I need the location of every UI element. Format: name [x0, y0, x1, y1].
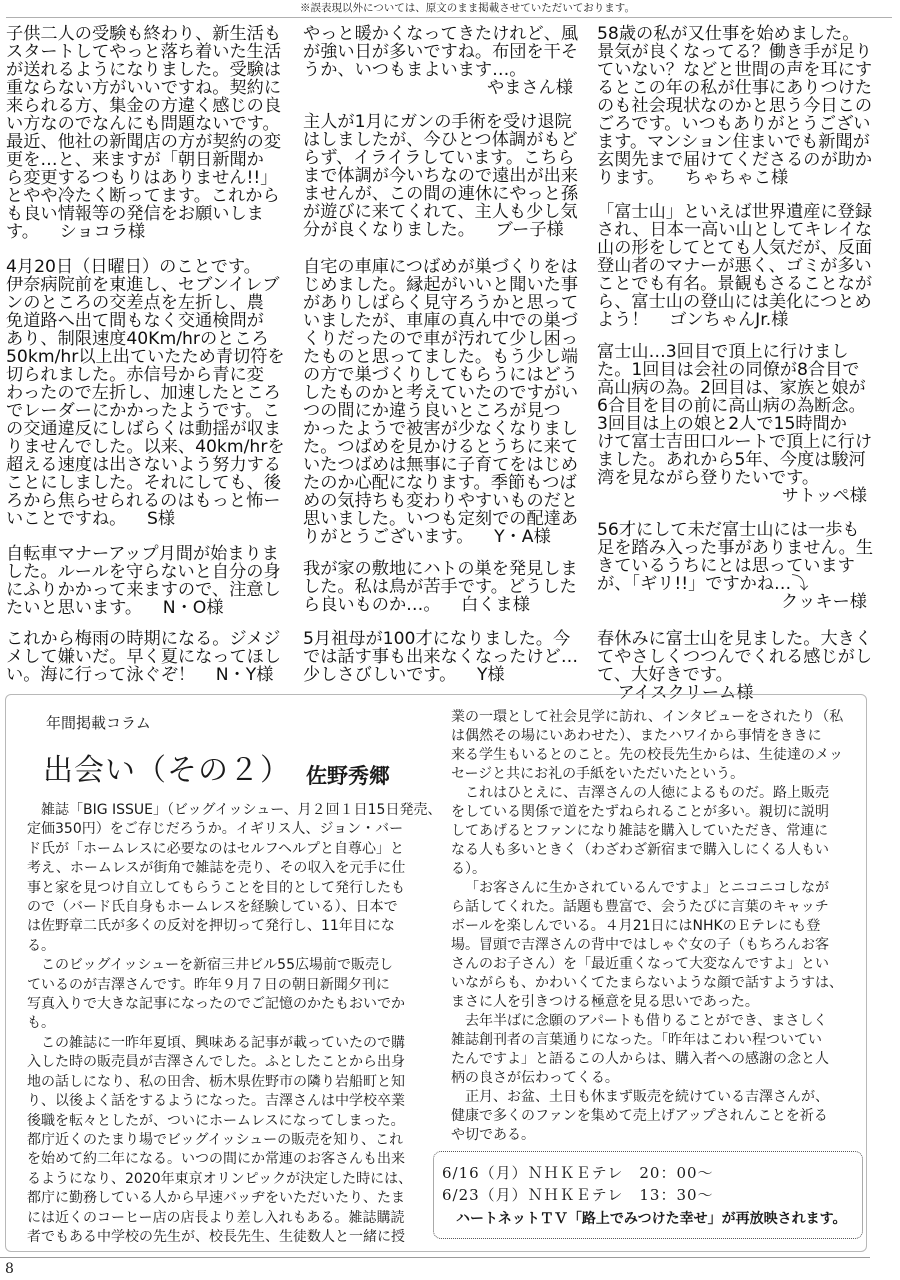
letter-signature: アイスクリーム様	[617, 683, 754, 703]
letter-signature: ショコラ様	[59, 222, 146, 242]
letter-signature: N・O様	[162, 598, 224, 618]
reader-letter	[597, 203, 879, 329]
letter-text: 5月祖母が100才になりました。今 では話す事も出来なくなったけど… 少しさびしいです。	[303, 629, 579, 685]
paragraph: この雑誌に一昨年夏頃、興味ある記事が載っていたので購 入した時の販売員が吉澤さんでした。ふとしたことから出身 地の話しになり、私の田舎、栃木県佐野市の隣り岩船町と知 り、以後よく話をするようになった。吉澤さんは中学校卒業 後職を転々としたが、ついにホームレスになってしまった。 都庁近くのたまり場でビッグイッシューの販売を知り、これ を始めて約二年になる。いつの間にか常連のお客さんも出来 るようになり、2020年東京オリンピックが決定した時には、 都庁に勤務している人から早速バッヂをいただいたり、たま には近くのコーヒー店の店長より差し入れもある。雑誌購読 者でもある中学校の先生が、校長先生、生徒数人と一緒に授	[27, 1034, 413, 1245]
letters-column-1	[6, 0, 288, 690]
letter-signature: ちゃちゃこ様	[685, 168, 789, 188]
letter-text: 子供二人の受験も終わり、新生活も スタートしてやっと落ち着いた生活 が送れるようになりました。受験は 重ならない方がいいですね。契約に 来られる方、集金の方違く感じの良 い方なのでなんにも問題ないです。 最近、他社の新聞店の方が契約の変 更を…と、来ますが「朝日新聞か ら変更するつもりはありません!!」 とやや冷たく断ってます。これから も良い情報等の発信をお願いしま す。	[6, 24, 282, 242]
column-author: 佐野秀郷	[306, 763, 390, 788]
broadcast-program-note: ハートネットＴＶ「路上でみつけた幸せ」が再放映されます。	[456, 1211, 847, 1227]
reader-letter	[6, 545, 288, 617]
letter-text: 56才にして未だ富士山には一歩も 足を踏み入った事がありません。生 きているうちにとは思っています が、「ギリ!!」ですかね…⤵	[597, 520, 874, 594]
reader-letter	[6, 630, 288, 684]
letter-signature: サトッペ様	[781, 486, 867, 506]
column-title: 出会い（その２）	[43, 753, 291, 788]
letter-text: 58歳の私が又仕事を始めました。 景気が良くなってる？働き手が足り ていない？などと世間の声を耳にす るとこの年の私が仕事にありつけた のも社会現状なのかと思う今日この ごろです。いつもありがとうござい ます。マンション住まいでも新聞が 玄関先まで届けてくださるのが助か ります。	[597, 24, 873, 188]
letter-signature: ブー子様	[495, 220, 564, 240]
paragraph: 「お客さんに生かされているんですよ」とニコニコしなが ら話してくれた。話題も豊富で、会うたびに言葉のキャッチ ボールを楽しんでいる。４月21日にはNHKのＥテレにも登 場。冒頭で吉澤さんの背中ではしゃぐ女の子（もちろんお客 さんのお子さん）を「最近重くなって大変なんですよ」とい いながらも、かわいくてたまらないような顔で話すようすは、 まさに人を引きつける極意を見る思いであった。	[451, 880, 843, 1010]
annual-column-section	[5, 694, 867, 1252]
column-body-left	[27, 801, 442, 1247]
letter-text: 主人が1月にガンの手術を受け退院 はしましたが、今ひとつ体調がもど らず、イライラしています。こちら まで体調が今いちなので遠出が出来 ませんが、この間の連休にやっと孫 が遊びに来てくれて、主人も少し気 分が良くなりました。	[303, 112, 579, 240]
reader-letter	[597, 25, 879, 187]
reader-letter	[303, 630, 585, 684]
letter-text: 自宅の車庫につばめが巣づくりをは じめました。縁起がいいと聞いた事 がありしばらく見守ろうかと思って いましたが、車庫の真ん中での巣づ くりだったので車が汚れて少し困っ たものと思ってました。もう少し端 の方で巣づくりしてもらうにはどう したものかと考えていたのですがい つの間にか違う良いところが見つ かったようで被害が少なくなりまし た。つばめを見かけるとうちに来て いたつばめは無事に子育てをはじめ たのか心配になります。季節もつば めの気持ちも変わりやすいものだと 思いました。いつも定刻での配達あ りがとうございます。	[303, 257, 579, 547]
reader-letter	[303, 113, 585, 239]
letter-text: 春休みに富士山を見ました。大きく てやさしくつつんでくれる感じがし て、大好きです。	[597, 629, 873, 685]
letter-signature: 白くま様	[461, 595, 530, 615]
paragraph: これはひとえに、吉澤さんの人徳によるものだ。路上販売 をしている関係で道をたずねられることが多い。親切に説明 してあげるとファンになり雑誌を購入していただき、常連に なる人も多いときく（わざわざ新宿まで購入しにくる人もい る）。	[451, 785, 829, 877]
paragraph: このビッグイッシューを新宿三井ビル55広場前で販売し ているのが吉澤さんです。昨年９月７日の朝日新聞夕刊に 写真入りで大きな記事になったのでご記憶のかたもおいでか も。	[27, 957, 405, 1032]
reader-letter	[6, 25, 288, 241]
reader-letter	[303, 560, 585, 614]
column-label: 年間掲載コラム	[46, 714, 151, 732]
letter-signature: クッキー様	[781, 592, 867, 612]
paragraph: 業の一環として社会見学に訪れ、インタビューをされたり（私 は偶然その場にいあわせた）、またハワイから事情をききに 来る学生もいるとのこと。先の校長先生からは、生徒達のメッ セージと共にお礼の手紙をいただいたという。	[451, 709, 844, 782]
letter-signature: N・Y様	[215, 665, 274, 685]
letter-signature: Y様	[476, 665, 505, 685]
broadcast-line-1: 6/16（月）ＮＨＫＥテレ 20：00～	[442, 1164, 714, 1182]
bottom-divider	[0, 1257, 870, 1258]
broadcast-schedule-box	[433, 1151, 863, 1239]
reader-letter	[303, 25, 585, 97]
letter-text: 自転車マナーアップ月間が始まりま した。ルールを守らないと自分の身 にふりかかって来ますので、注意し たいと思います。	[6, 544, 281, 618]
letters-column-3	[597, 0, 879, 703]
editorial-notice: ※誤表現以外については、原文のまま掲載させていただいております。	[300, 2, 635, 14]
reader-letter	[6, 258, 288, 528]
column-body-right	[451, 708, 856, 1145]
letter-text: 「富士山」といえば世界遺産に登録 され、日本一高い山としてキレイな 山の形をしてとても人気だが、反面 登山者のマナーが悪く、ゴミが多い ことでも有名。景観もさることなが ら、富士山の登山には美化につとめ よう！	[597, 202, 873, 330]
paragraph: 去年半ばに念願のアパートも借りることができ、まさしく 雑誌創刊者の言葉通りになった。「昨年はこわい程ついてい たんですよ」と語るこの人からは、購入者への感謝の念と人 柄の良さが伝わってくる。	[451, 1013, 829, 1086]
letter-signature: Y・A様	[494, 527, 551, 547]
letter-signature: ゴンちゃんJr.様	[669, 310, 789, 330]
letter-text: 我が家の敷地にハトの巣を発見しま した。私は鳥が苦手です。どうした ら良いものか…。	[303, 559, 578, 615]
letter-text: これから梅雨の時期になる。ジメジ メして嫌いだ。早く夏になってほし い。海に行って泳ぐぞ！	[6, 629, 282, 685]
reader-letter	[597, 521, 879, 611]
paragraph: 雑誌「BIG ISSUE」（ビッグイッシュー、月２回１日15日発売、 定価350円）をご存じだろうか。イギリス人、ジョン・バー ド氏が「ホームレスに必要なのはセルフヘルプと自尊心」と 考え、ホームレスが街角で雑誌を売り、その収入を元手に仕 事と家を見つけ自立してもらうことを目的として発行したも ので（バード氏自身もホームレスを経験している）、日本で は佐野章二氏が多くの反対を押切って発行し、11年目にな る。	[27, 802, 442, 954]
letters-column-2	[303, 0, 585, 690]
reader-letter	[597, 630, 879, 702]
letter-text: 4月20日（日曜日）のことです。 伊奈病院前を東進し、セブンイレブ ンのところの交差点を左折し、農 免道路へ出て間もなく交通検問が あり、制限速度40Km/hrのところ 50km/hr以上出ていたため青切符を 切られました。赤信号から青に変 わったので左折し、加速したところ でレーダーにかかったようです。こ の交通違反にしばらくは動揺が収ま りませんでした。以来、40km/hrを 超える速度は出さないよう努力する ことにしました。それにしても、後 ろから焦らせられるのはもっと怖ー いことですね。	[6, 257, 285, 529]
page-number: 8	[5, 1261, 14, 1277]
letter-text: やっと暖かくなってきたけれど、風 が強い日が多いですね。布団を干そ うか、いつもまよいます…。	[303, 24, 579, 80]
paragraph: 正月、お盆、土日も休まず販売を続けている吉澤さんが、 健康で多くのファンを集めて売上げアップされんことを祈る や切である。	[451, 1089, 829, 1143]
reader-letter	[597, 343, 879, 505]
broadcast-line-2: 6/23（月）ＮＨＫＥテレ 13：30～	[442, 1186, 714, 1204]
letter-signature: やまさん様	[487, 78, 573, 98]
letter-signature: S様	[146, 509, 176, 529]
reader-letter	[303, 258, 585, 546]
letter-text: 富士山…3回目で頂上に行けまし た。1回目は会社の同僚が8合目で 高山病の為。2回目は、家族と娘が 6合目を目の前に高山病の為断念。 3回目は上の娘と2人で15時間か けて富士吉田口ルートで頂上に行け ました。あれから5年、今度は駿河 湾を見ながら登りたいです。	[597, 342, 873, 488]
